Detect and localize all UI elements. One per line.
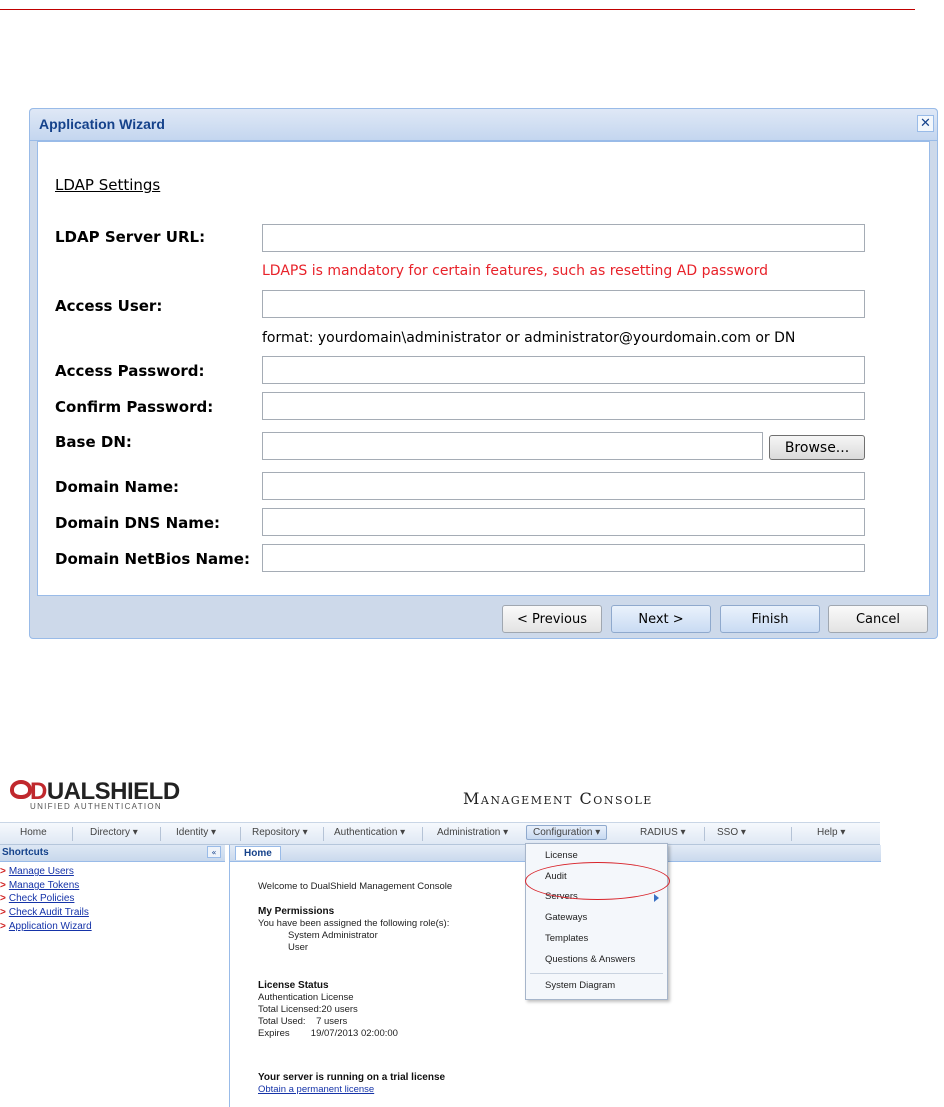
menu-home[interactable]: Home bbox=[20, 827, 47, 838]
menu-authentication[interactable]: Authentication ▾ bbox=[334, 827, 406, 838]
next-button[interactable]: Next > bbox=[611, 605, 711, 633]
menu-configuration[interactable]: Configuration ▾ bbox=[526, 825, 607, 840]
shortcuts-panel bbox=[0, 845, 225, 1107]
finish-button[interactable]: Finish bbox=[720, 605, 820, 633]
menu-separator bbox=[160, 827, 161, 841]
top-divider-line bbox=[0, 9, 915, 10]
logo-shield-icon bbox=[10, 780, 32, 799]
menu-separator bbox=[72, 827, 73, 841]
arrow-icon: > bbox=[0, 893, 6, 904]
menu-separator bbox=[791, 827, 792, 841]
dropdown-item-questions-answers[interactable]: Questions & Answers bbox=[545, 954, 636, 965]
domain-netbios-name-label: Domain NetBios Name: bbox=[55, 550, 250, 568]
ldap-server-url-input[interactable] bbox=[262, 224, 865, 252]
shortcut-manage-tokens[interactable]: > Manage Tokens bbox=[0, 880, 80, 891]
dropdown-item-audit[interactable]: Audit bbox=[545, 871, 567, 882]
browse-button[interactable]: Browse... bbox=[769, 435, 865, 460]
logo-text: DUALSHIELD bbox=[30, 778, 180, 805]
domain-dns-name-label: Domain DNS Name: bbox=[55, 514, 221, 532]
base-dn-input[interactable] bbox=[262, 432, 763, 460]
obtain-license-link[interactable]: Obtain a permanent license bbox=[258, 1084, 375, 1095]
arrow-icon: > bbox=[0, 921, 6, 932]
application-wizard-dialog bbox=[29, 108, 938, 639]
shortcut-manage-users[interactable]: > Manage Users bbox=[0, 866, 74, 877]
expires: Expires 19/07/2013 02:00:00 bbox=[258, 1028, 398, 1039]
dropdown-item-gateways[interactable]: Gateways bbox=[545, 912, 588, 923]
wizard-title: Application Wizard bbox=[39, 116, 165, 132]
base-dn-label: Base DN: bbox=[55, 433, 132, 451]
domain-name-label: Domain Name: bbox=[55, 478, 180, 496]
domain-netbios-name-input[interactable] bbox=[262, 544, 865, 572]
gateways-highlight-circle bbox=[525, 862, 670, 900]
logo-subtitle: UNIFIED AUTHENTICATION bbox=[30, 802, 163, 811]
menu-repository[interactable]: Repository ▾ bbox=[252, 827, 308, 838]
total-used: Total Used: 7 users bbox=[258, 1016, 348, 1027]
access-user-hint: format: yourdomain\administrator or administrator@yourdomain.com or DN bbox=[262, 330, 796, 346]
wizard-title-bar bbox=[30, 109, 937, 141]
welcome-text: Welcome to DualShield Management Console bbox=[258, 881, 453, 892]
menu-administration[interactable]: Administration ▾ bbox=[437, 827, 509, 838]
license-type: Authentication License bbox=[258, 992, 354, 1003]
domain-name-input[interactable] bbox=[262, 472, 865, 500]
console-title: Management Console bbox=[463, 789, 653, 808]
previous-button[interactable]: < Previous bbox=[502, 605, 602, 633]
access-user-label: Access User: bbox=[55, 297, 163, 315]
ldaps-note: LDAPS is mandatory for certain features, such as resetting AD password bbox=[262, 263, 769, 279]
permissions-text: You have been assigned the following role(s): bbox=[258, 918, 450, 929]
menu-separator bbox=[323, 827, 324, 841]
access-password-input[interactable] bbox=[262, 356, 865, 384]
confirm-password-label: Confirm Password: bbox=[55, 398, 214, 416]
submenu-arrow-icon bbox=[654, 894, 659, 902]
menu-help[interactable]: Help ▾ bbox=[817, 827, 846, 838]
menu-separator bbox=[240, 827, 241, 841]
dropdown-item-servers[interactable]: Servers bbox=[545, 891, 578, 902]
dropdown-item-templates[interactable]: Templates bbox=[545, 933, 589, 944]
shortcut-application-wizard[interactable]: > Application Wizard bbox=[0, 921, 92, 932]
cancel-button[interactable]: Cancel bbox=[828, 605, 928, 633]
access-password-label: Access Password: bbox=[55, 362, 205, 380]
access-user-input[interactable] bbox=[262, 290, 865, 318]
dropdown-item-license[interactable]: License bbox=[545, 850, 578, 861]
total-licensed: Total Licensed:20 users bbox=[258, 1004, 358, 1015]
role-user: User bbox=[288, 942, 309, 953]
wizard-body bbox=[37, 141, 930, 596]
trial-title: Your server is running on a trial license bbox=[258, 1072, 446, 1083]
main-menu-bar bbox=[0, 822, 880, 845]
arrow-icon: > bbox=[0, 866, 6, 877]
license-title: License Status bbox=[258, 980, 329, 991]
role-system-administrator: System Administrator bbox=[288, 930, 378, 941]
close-icon[interactable]: ✕ bbox=[917, 115, 934, 132]
menu-separator bbox=[422, 827, 423, 841]
menu-separator bbox=[704, 827, 705, 841]
menu-sso[interactable]: SSO ▾ bbox=[717, 827, 746, 838]
menu-directory[interactable]: Directory ▾ bbox=[90, 827, 138, 838]
collapse-icon[interactable]: « bbox=[207, 846, 221, 858]
confirm-password-input[interactable] bbox=[262, 392, 865, 420]
dropdown-separator bbox=[530, 973, 663, 974]
menu-identity[interactable]: Identity ▾ bbox=[176, 827, 217, 838]
section-heading: LDAP Settings bbox=[55, 176, 161, 194]
shortcut-check-audit-trails[interactable]: > Check Audit Trails bbox=[0, 907, 89, 918]
domain-dns-name-input[interactable] bbox=[262, 508, 865, 536]
arrow-icon: > bbox=[0, 907, 6, 918]
tab-home[interactable]: Home bbox=[235, 846, 281, 860]
permissions-title: My Permissions bbox=[258, 906, 335, 917]
shortcuts-header bbox=[0, 845, 225, 862]
ldap-server-url-label: LDAP Server URL: bbox=[55, 228, 206, 246]
arrow-icon: > bbox=[0, 880, 6, 891]
shortcut-check-policies[interactable]: > Check Policies bbox=[0, 893, 75, 904]
menu-radius[interactable]: RADIUS ▾ bbox=[640, 827, 686, 838]
dropdown-item-system-diagram[interactable]: System Diagram bbox=[545, 980, 616, 991]
shortcuts-title: Shortcuts bbox=[2, 847, 49, 858]
